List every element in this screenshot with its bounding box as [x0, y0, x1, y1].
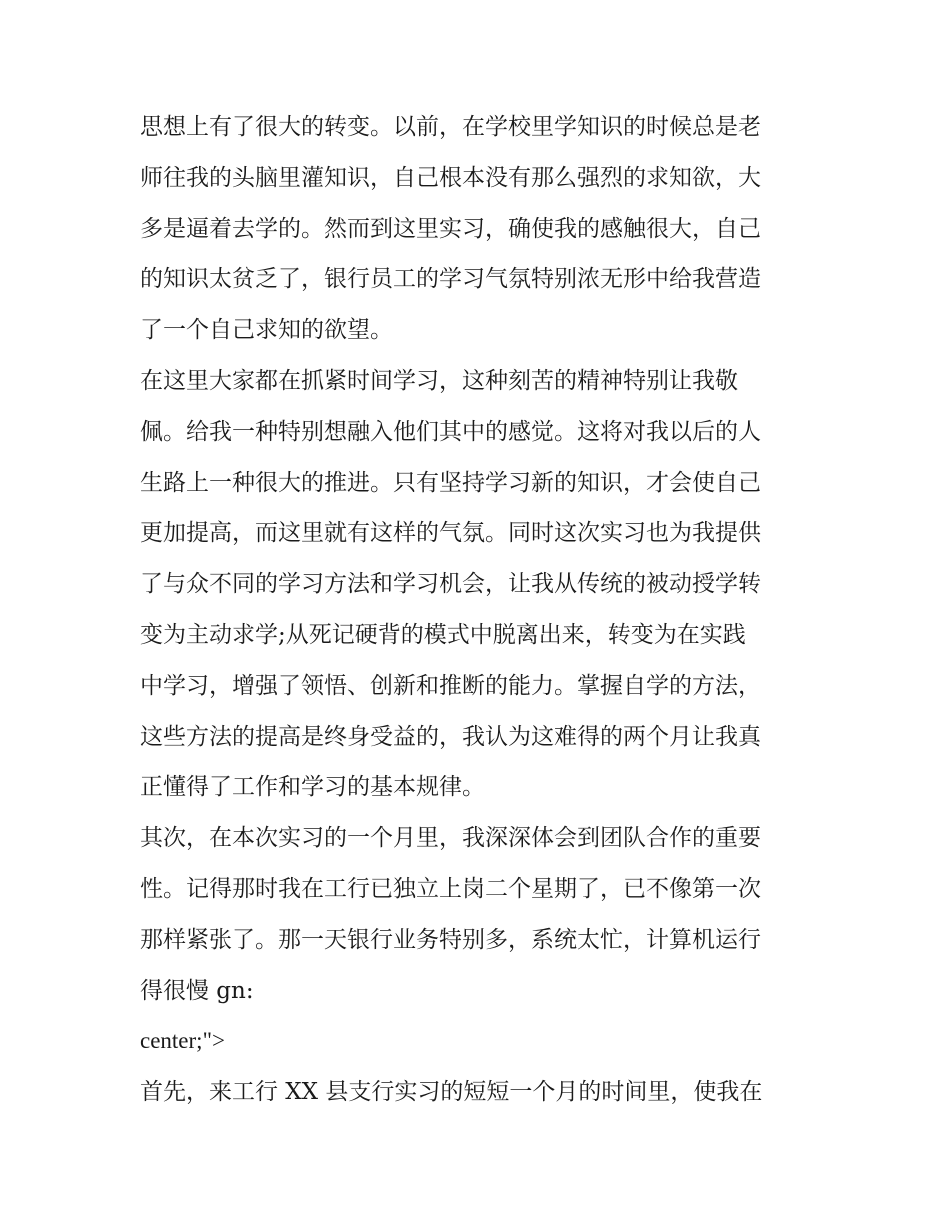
text-line: 师往我的头脑里灌知识，自己根本没有那么强烈的求知欲，大 [140, 164, 761, 191]
text-line: 得很慢 gn: [140, 977, 254, 1004]
text-line: 中学习，增强了领悟、创新和推断的能力。掌握自学的方法， [140, 672, 761, 699]
text-line: 了一个自己求知的欲望。 [140, 317, 393, 344]
text-line: 这些方法的提高是终身受益的，我认为这难得的两个月让我真 [140, 723, 761, 750]
text-line: 正懂得了工作和学习的基本规律。 [140, 774, 485, 801]
text-line: 其次，在本次实习的一个月里，我深深体会到团队合作的重要 [140, 825, 761, 852]
text-line: 生路上一种很大的推进。只有坚持学习新的知识，才会使自己 [140, 469, 761, 496]
text-line: 多是逼着去学的。然而到这里实习，确使我的感触很大，自己 [140, 215, 761, 242]
document-body [140, 102, 820, 1118]
text-line: 了与众不同的学习方法和学习机会，让我从传统的被动授学转 [140, 571, 761, 598]
text-line: 思想上有了很大的转变。以前，在学校里学知识的时候总是老 [140, 114, 761, 140]
text-line: 那样紧张了。那一天银行业务特别多，系统太忙，计算机运行 [140, 926, 761, 953]
text-line: 佩。给我一种特别想融入他们其中的感觉。这将对我以后的人 [140, 418, 761, 445]
text-line: 在这里大家都在抓紧时间学习，这种刻苦的精神特别让我敬 [140, 367, 738, 394]
text-line: 性。记得那时我在工行已独立上岗二个星期了，已不像第一次 [140, 875, 761, 902]
text-line: center;"> [140, 1028, 225, 1054]
text-line: 首先，来工行 XX 县支行实习的短短一个月的时间里，使我在 [140, 1079, 763, 1106]
text-line: 的知识太贫乏了，银行员工的学习气氛特别浓无形中给我营造 [140, 266, 761, 293]
text-line: 更加提高，而这里就有这样的气氛。同时这次实习也为我提供 [140, 520, 761, 547]
text-line: 变为主动求学;从死记硬背的模式中脱离出来，转变为在实践 [140, 621, 746, 648]
